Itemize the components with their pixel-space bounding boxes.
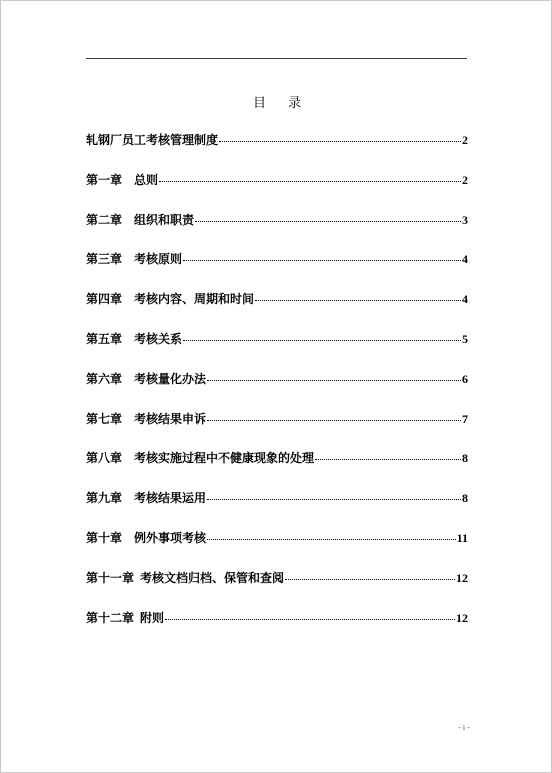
dot-leader bbox=[207, 498, 461, 500]
toc-title-char-1: 目 bbox=[252, 96, 266, 111]
toc-entry-title: 组织和职责 bbox=[134, 212, 195, 227]
toc-entry-label bbox=[86, 410, 206, 427]
toc-entry-page: 3 bbox=[462, 212, 468, 227]
toc-entry-title: 考核原则 bbox=[134, 252, 183, 267]
toc-entry-chapter: 第十二章 bbox=[86, 610, 135, 625]
toc-entry-title: 考核内容、周期和时间 bbox=[134, 292, 255, 307]
dot-leader bbox=[285, 578, 455, 580]
toc-entry-page: 2 bbox=[462, 172, 468, 187]
toc-entry-label bbox=[86, 569, 284, 586]
toc-entry-title: 考核关系 bbox=[134, 331, 183, 346]
toc-entry-page: 5 bbox=[462, 331, 468, 346]
toc-entry-chapter: 轧钢厂员工考核管理制度 bbox=[86, 133, 219, 147]
toc-entry-page: 4 bbox=[462, 292, 468, 307]
toc-entry-7[interactable] bbox=[86, 410, 468, 450]
toc-title bbox=[1, 92, 552, 111]
toc-entry-9[interactable] bbox=[86, 489, 468, 529]
toc-entry-page: 8 bbox=[462, 491, 468, 506]
toc-entry-label bbox=[86, 370, 206, 387]
toc-entry-page: 7 bbox=[462, 411, 468, 426]
dot-leader bbox=[315, 458, 461, 460]
toc-entry-chapter: 第二章 bbox=[86, 212, 123, 227]
toc-entry-page: 2 bbox=[462, 133, 468, 147]
toc-entry-title: 考核结果申诉 bbox=[134, 411, 207, 426]
toc-entry-chapter: 第十章 bbox=[86, 530, 123, 545]
toc-entry-label bbox=[86, 330, 182, 347]
toc-entry-label bbox=[86, 609, 164, 626]
toc-entry-3[interactable] bbox=[86, 250, 468, 290]
toc-entry-label bbox=[86, 250, 182, 267]
toc-entry-label bbox=[86, 171, 158, 188]
toc-entry-title: 例外事项考核 bbox=[134, 530, 207, 545]
dot-leader bbox=[159, 180, 461, 182]
toc-entry-11[interactable] bbox=[86, 569, 468, 609]
dot-leader bbox=[183, 339, 461, 341]
toc-entry-page: 11 bbox=[456, 530, 468, 545]
toc-entry-chapter: 第十一章 bbox=[86, 570, 135, 585]
toc-entry-title: 考核文档归档、保管和查阅 bbox=[140, 570, 285, 585]
toc-entry-title: 考核结果运用 bbox=[134, 491, 207, 506]
toc-entry-label bbox=[86, 131, 218, 148]
dot-leader bbox=[207, 538, 456, 540]
toc-entry-0[interactable] bbox=[86, 131, 468, 171]
dot-leader bbox=[207, 419, 461, 421]
dot-leader bbox=[165, 618, 455, 620]
dot-leader bbox=[207, 379, 461, 381]
toc-entry-chapter: 第八章 bbox=[86, 451, 123, 466]
toc-list bbox=[86, 131, 468, 648]
toc-entry-label bbox=[86, 211, 194, 228]
toc-entry-title: 总则 bbox=[134, 172, 159, 187]
header-rule bbox=[86, 58, 467, 59]
footer-page-number: - i - bbox=[458, 723, 470, 732]
toc-entry-page: 4 bbox=[462, 252, 468, 267]
toc-entry-chapter: 第七章 bbox=[86, 411, 123, 426]
toc-entry-label bbox=[86, 489, 206, 506]
toc-entry-8[interactable] bbox=[86, 449, 468, 489]
dot-leader bbox=[255, 299, 461, 301]
toc-entry-label bbox=[86, 449, 314, 466]
toc-entry-label bbox=[86, 290, 254, 307]
toc-entry-5[interactable] bbox=[86, 330, 468, 370]
toc-entry-1[interactable] bbox=[86, 171, 468, 211]
toc-entry-title: 考核实施过程中不健康现象的处理 bbox=[134, 451, 315, 466]
toc-entry-page: 6 bbox=[462, 371, 468, 386]
dot-leader bbox=[219, 140, 461, 142]
toc-entry-chapter: 第九章 bbox=[86, 491, 123, 506]
toc-entry-chapter: 第六章 bbox=[86, 371, 123, 386]
toc-entry-chapter: 第四章 bbox=[86, 292, 123, 307]
toc-entry-chapter: 第五章 bbox=[86, 331, 123, 346]
toc-entry-title: 考核量化办法 bbox=[134, 371, 207, 386]
toc-entry-6[interactable] bbox=[86, 370, 468, 410]
toc-entry-chapter: 第三章 bbox=[86, 252, 123, 267]
dot-leader bbox=[195, 220, 461, 222]
dot-leader bbox=[183, 259, 461, 261]
toc-title-char-2: 录 bbox=[288, 96, 302, 111]
toc-entry-12[interactable] bbox=[86, 609, 468, 649]
toc-entry-page: 8 bbox=[462, 451, 468, 466]
toc-entry-chapter: 第一章 bbox=[86, 172, 123, 187]
toc-entry-title: 附则 bbox=[140, 610, 165, 625]
toc-entry-page: 12 bbox=[456, 570, 468, 585]
toc-entry-label bbox=[86, 529, 206, 546]
toc-entry-2[interactable] bbox=[86, 211, 468, 251]
toc-entry-4[interactable] bbox=[86, 290, 468, 330]
toc-entry-page: 12 bbox=[456, 610, 468, 625]
toc-entry-10[interactable] bbox=[86, 529, 468, 569]
